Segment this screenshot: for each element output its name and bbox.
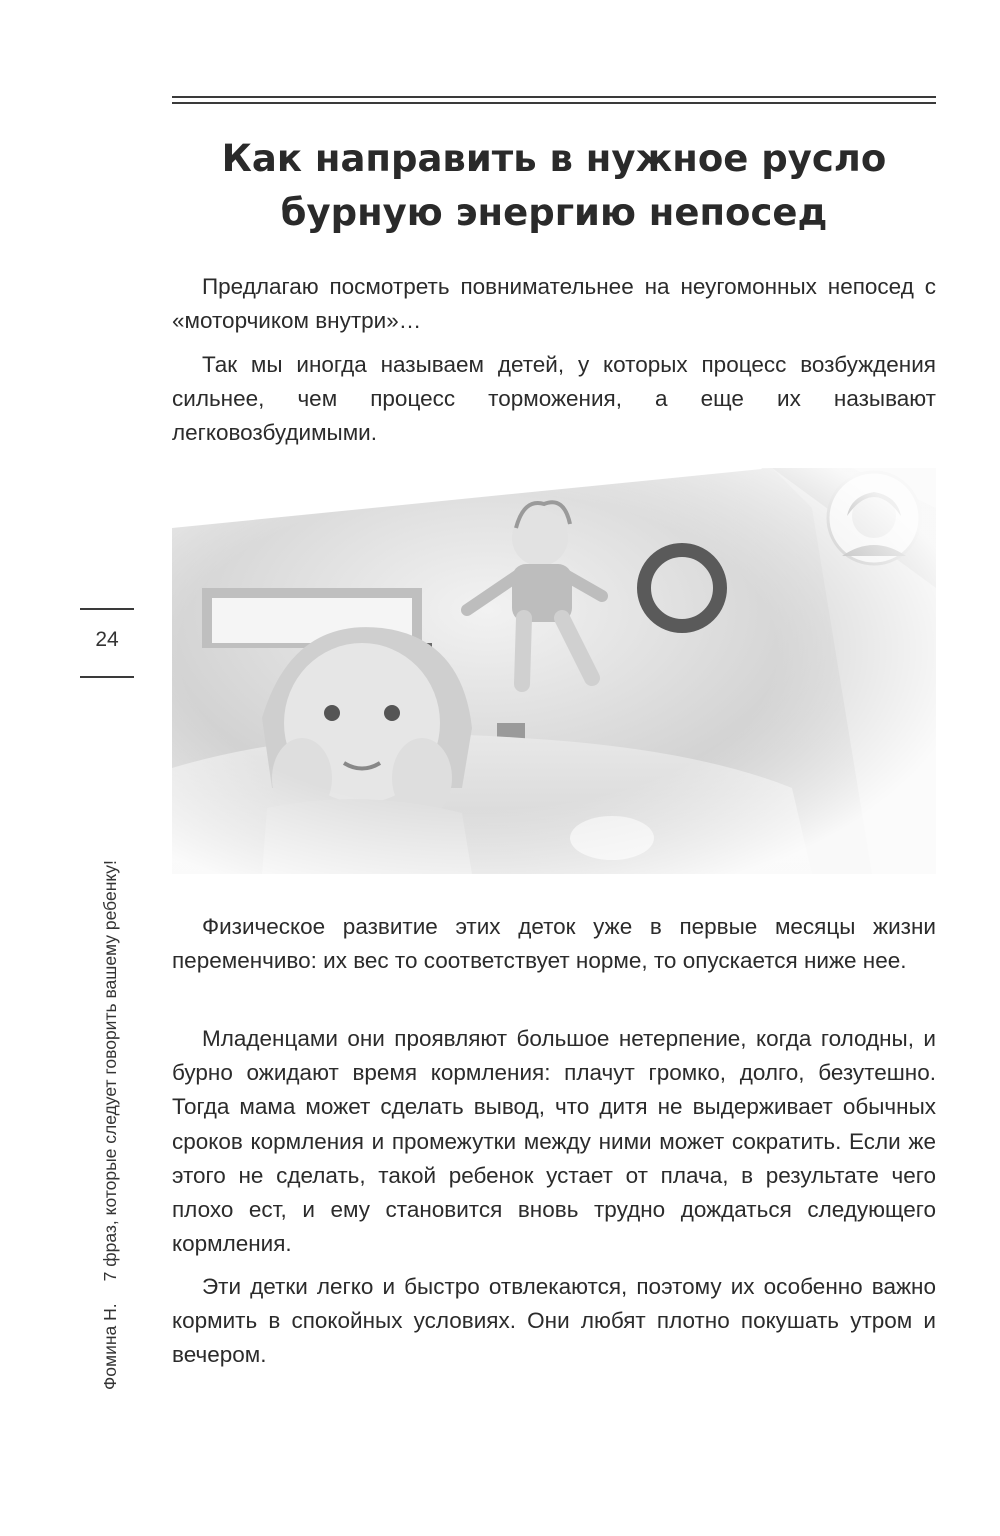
paragraph: Так мы иногда называем детей, у которых процесс возбуждения сильнее, чем процесс торможения, а еще их называют легковозбудимыми. bbox=[172, 352, 936, 446]
paragraph: Физическое развитие этих деток уже в первые месяцы жизни переменчиво: их вес то соответствует норме, то опускается ниже нее. bbox=[172, 914, 936, 974]
paragraph: Предлагаю посмотреть повнимательнее на неугомонных непосед с «моторчиком внутри»… bbox=[172, 274, 936, 334]
page-number: 24 bbox=[95, 628, 119, 651]
page-number-rule bbox=[80, 608, 134, 610]
paragraph: Младенцами они проявляют большое нетерпение, когда голодны, и бурно ожидают время кормления: плачут громко, долго, безутешно. Тогда мама может сделать вывод, что дитя не выдерживает обычных сроков кормления и промежутки между ними может сократить. Если же этого не сделать, такой ребенок устает от плача, в результате чего плохо ест, и ему становится вновь трудно дождаться следующего кормления. bbox=[172, 1026, 936, 1257]
running-header-book-title: 7 фраз, которые следует говорить вашему ребенку! bbox=[100, 860, 120, 1282]
running-header-author: Фомина Н. bbox=[100, 1303, 120, 1390]
top-rule bbox=[172, 102, 936, 104]
top-rule bbox=[172, 96, 936, 98]
page-number-rule bbox=[80, 676, 134, 678]
illustration-photo bbox=[172, 468, 936, 874]
running-header bbox=[100, 860, 121, 1390]
page-title: Как направить в нужное русло бурную энергию непосед bbox=[221, 137, 887, 234]
paragraph: Эти детки легко и быстро отвлекаются, поэтому их особенно важно кормить в спокойных условиях. Они любят плотно покушать утром и вечером. bbox=[172, 1274, 936, 1368]
